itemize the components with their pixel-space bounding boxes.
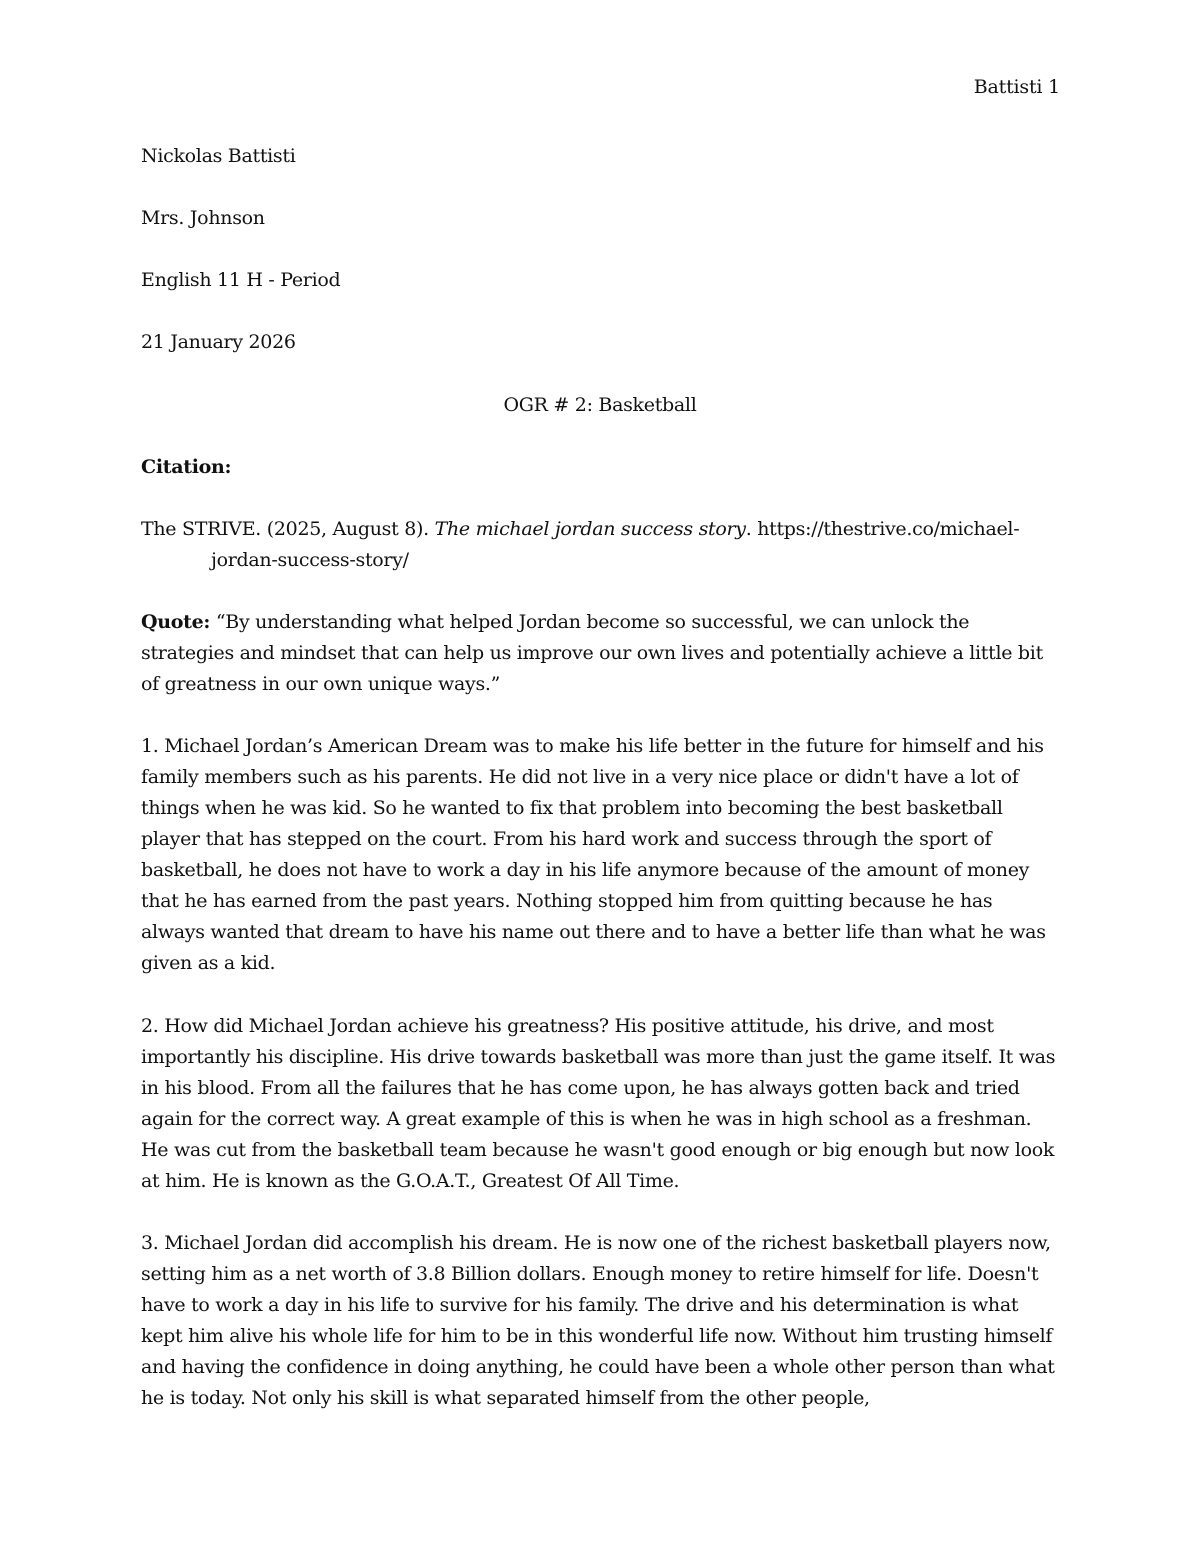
course-line: English 11 H - Period [141, 269, 341, 291]
running-head: Battisti 1 [973, 76, 1060, 98]
teacher-name: Mrs. Johnson [141, 207, 265, 229]
student-name: Nickolas Battisti [141, 145, 296, 167]
citation-label: Citation: [141, 456, 232, 478]
paragraph-3: 3. Michael Jordan did accomplish his dream. He is now one of the richest basketball players now, setting him as a net worth of 3.8 Billion dollars. Enough money to retire himself for life. Doesn't have to work a day in his life to survive for his family. The drive and his determination is what kept him alive his whole life for him to be in this wonderful life now. Without him trusting himself and having the confidence in doing anything, he could have been a whole other person than what he is today. Not only his skill is what separated himself from the other people, [141, 1232, 1055, 1409]
quote-block [141, 607, 1061, 700]
paragraph-2: 2. How did Michael Jordan achieve his greatness? His positive attitude, his drive, and most importantly his discipline. His drive towards basketball was more than just the game itself. It was in his blood. From all the failures that he has come upon, he has always gotten back and tried again for the correct way. A great example of this is when he was in high school as a freshman. He was cut from the basketball team because he wasn't good enough or big enough but now look at him. He is known as the G.O.A.T., Greatest Of All Time. [141, 1015, 1056, 1192]
citation-url: . https://thestrive.co/michael-jordan-success-story/ [211, 518, 1020, 571]
paragraph-1: 1. Michael Jordan’s American Dream was to make his life better in the future for himself and his family members such as his parents. He did not live in a very nice place or didn't have a lot of things when he was kid. So he wanted to fix that problem into becoming the best basketball player that has stepped on the court. From his hard work and success through the sport of basketball, he does not have to work a day in his life anymore because of the amount of money that he has earned from the past years. Nothing stopped him from quitting because he has always wanted that dream to have his name out there and to have a better life than what he was given as a kid. [141, 735, 1046, 974]
citation-work-title: The michael jordan success story [434, 518, 746, 540]
citation-entry [141, 514, 1061, 576]
quote-text: “By understanding what helped Jordan become so successful, we can unlock the strategies and mindset that can help us improve our own lives and potentially achieve a little bit of greatness in our own unique ways.” [141, 611, 1043, 695]
citation-author-date: The STRIVE. (2025, August 8). [141, 518, 435, 540]
date-line: 21 January 2026 [141, 331, 296, 353]
page-title: OGR # 2: Basketball [503, 394, 697, 416]
quote-label: Quote: [141, 611, 211, 633]
